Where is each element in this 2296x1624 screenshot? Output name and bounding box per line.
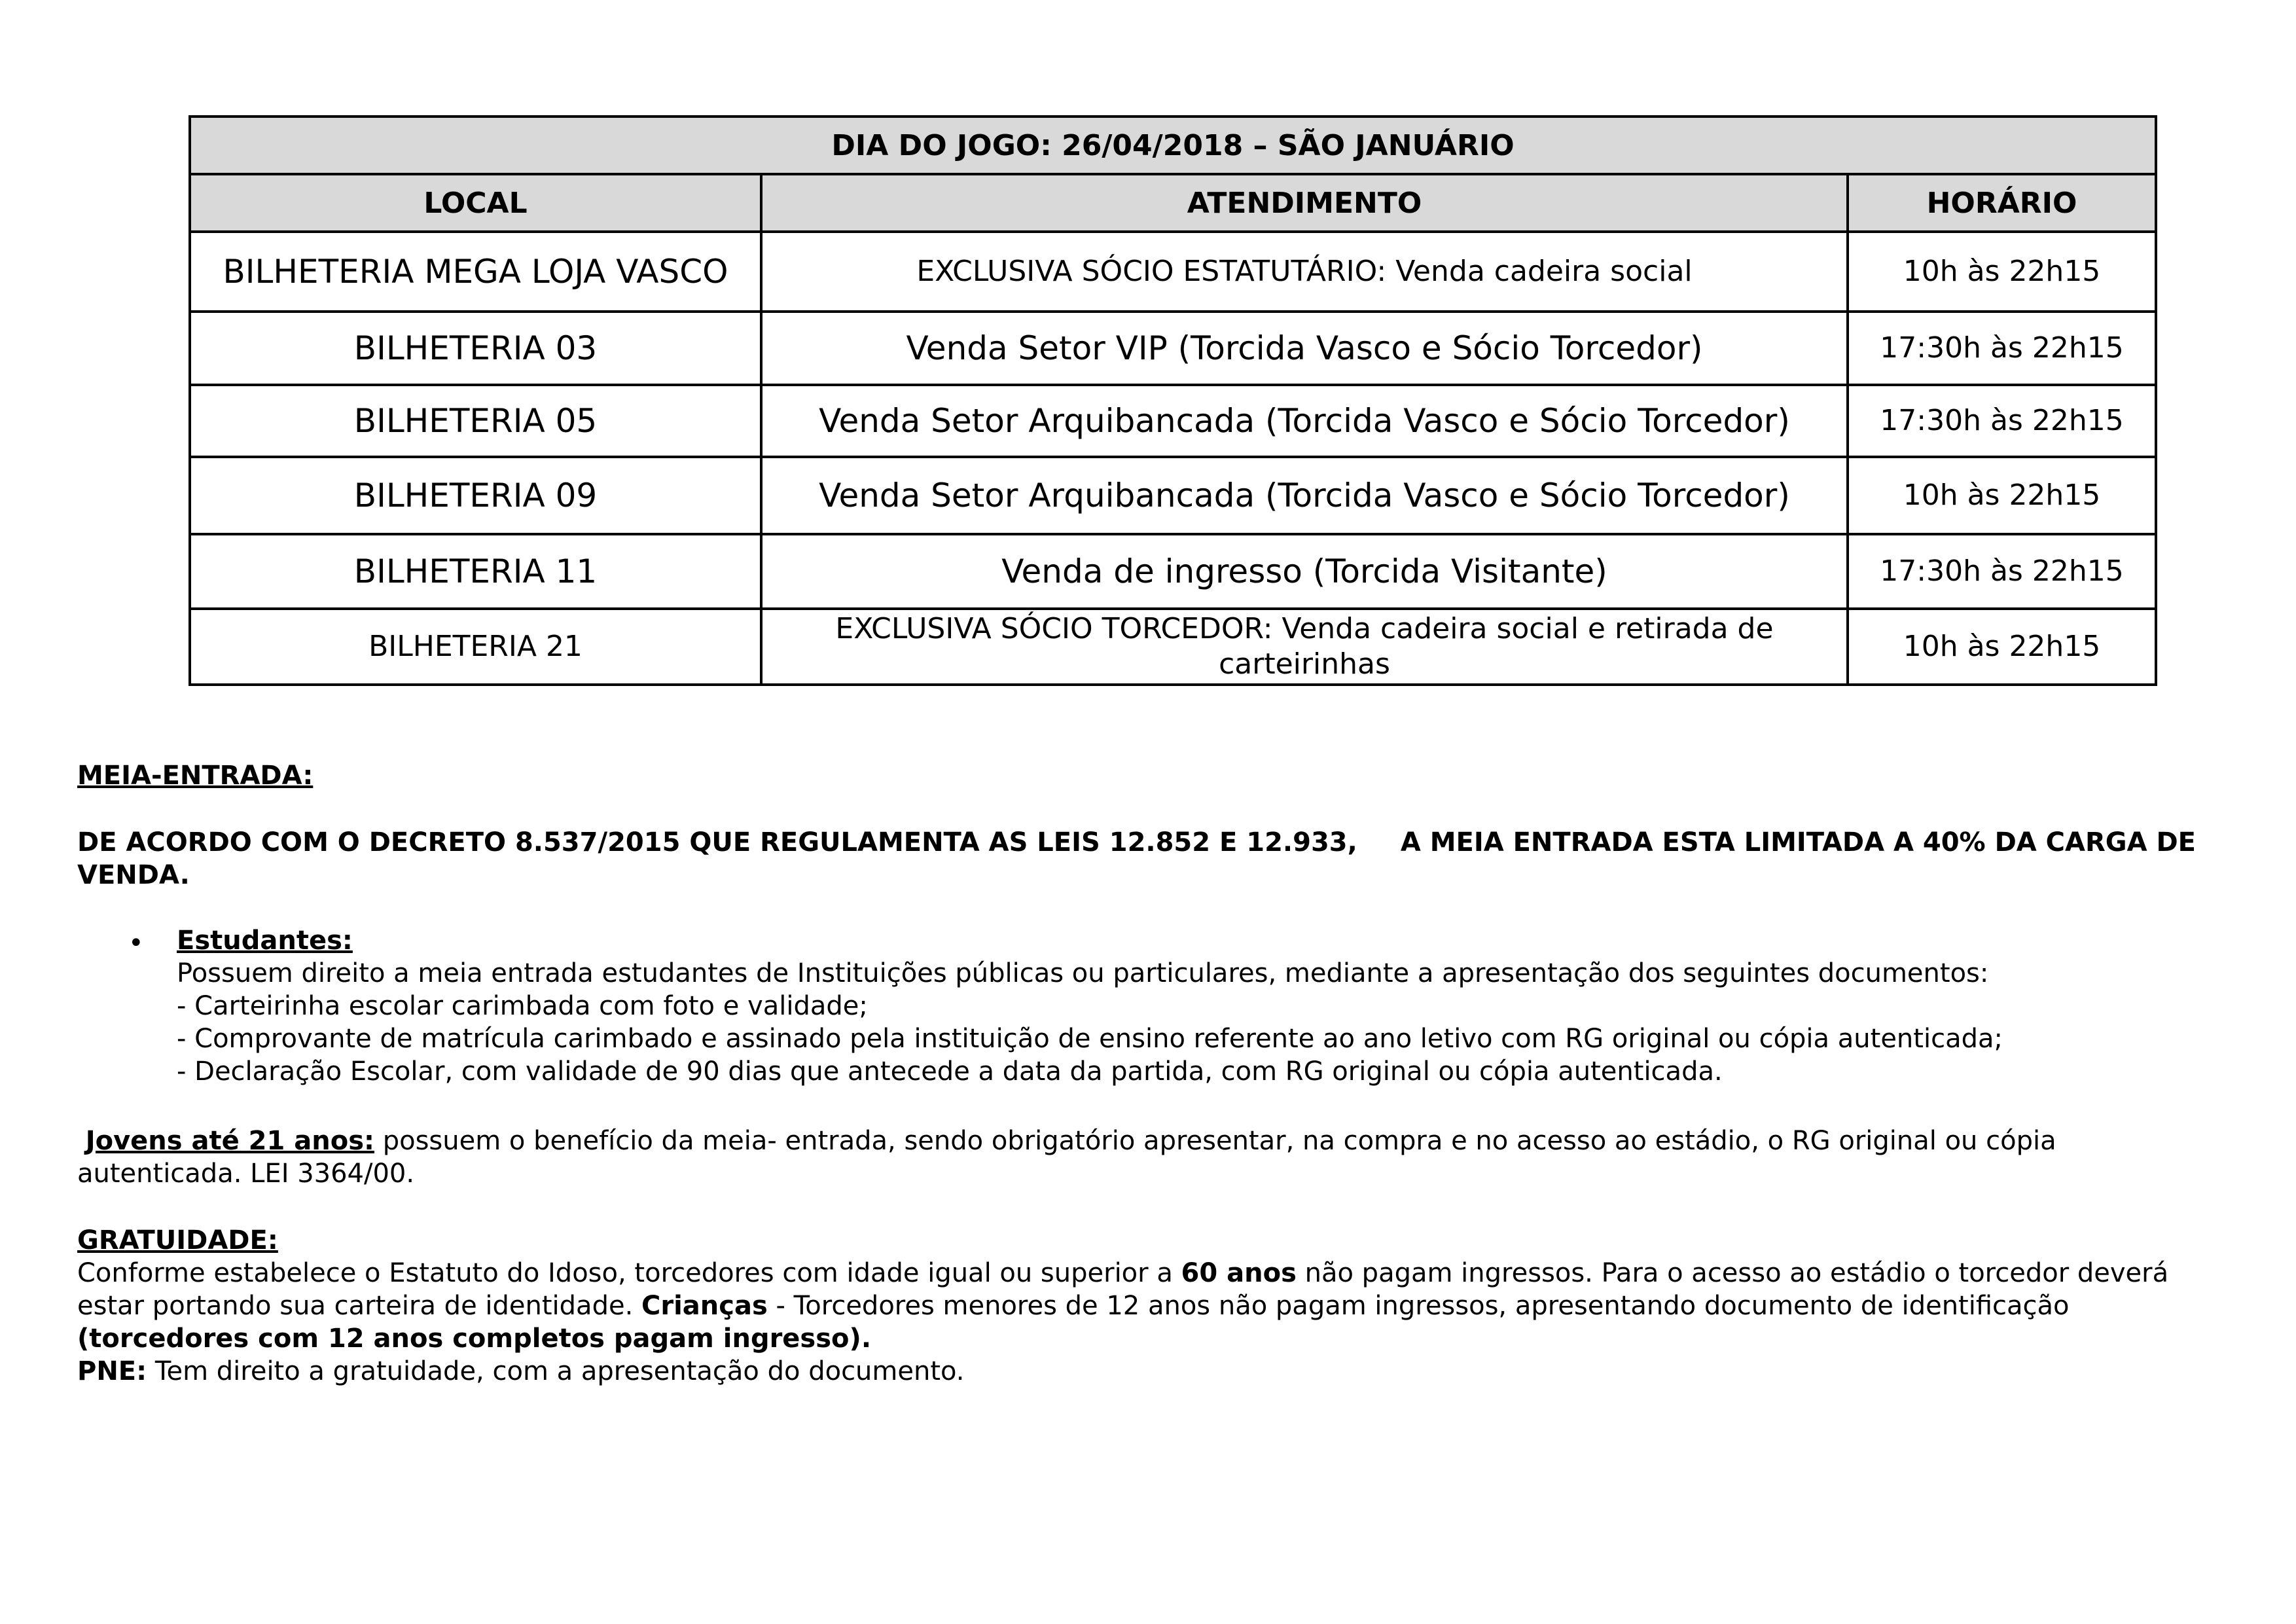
students-title: Estudantes:: [177, 926, 353, 956]
cell-atendimento: Venda Setor VIP (Torcida Vasco e Sócio Torcedor): [761, 312, 1848, 385]
pne-label: PNE:: [77, 1356, 147, 1386]
cell-atendimento: EXCLUSIVA SÓCIO TORCEDOR: Venda cadeira social e retirada de carteirinhas: [761, 609, 1848, 685]
students-section: [177, 924, 2003, 1088]
cell-horario: 10h às 22h15: [1848, 232, 2156, 312]
students-line: - Declaração Escolar, com validade de 90 dias que antecede a data da partida, com RG original ou cópia autenticada.: [177, 1056, 1723, 1087]
header-local: LOCAL: [190, 174, 761, 232]
bullet-icon: •: [128, 928, 144, 958]
table-row: [190, 534, 2156, 609]
table-header-row: [190, 174, 2156, 232]
cell-local: BILHETERIA 11: [190, 534, 761, 609]
ticket-schedule-table: [188, 115, 2157, 686]
gratuidade-text-2: não pagam ingressos. Para o acesso ao estádio o torcedor deverá estar portando sua carteira de identidade.: [77, 1258, 2169, 1321]
cell-local: BILHETERIA 21: [190, 609, 761, 685]
cell-horario: 17:30h às 22h15: [1848, 534, 2156, 609]
table-row: [190, 457, 2156, 534]
gratuidade-title: GRATUIDADE:: [77, 1225, 278, 1255]
students-line: Possuem direito a meia entrada estudantes de Instituições públicas ou particulares, mediante a apresentação dos seguintes documentos:: [177, 958, 1989, 988]
table-row: [190, 385, 2156, 457]
cell-horario: 10h às 22h15: [1848, 609, 2156, 685]
pne-text: Tem direito a gratuidade, com a apresentação do documento.: [147, 1356, 965, 1386]
cell-local: BILHETERIA 09: [190, 457, 761, 534]
cell-atendimento: Venda Setor Arquibancada (Torcida Vasco e Sócio Torcedor): [761, 385, 1848, 457]
meia-entrada-title: MEIA-ENTRADA:: [77, 761, 314, 791]
gratuidade-paragraph: [77, 1257, 2224, 1388]
cell-horario: 10h às 22h15: [1848, 457, 2156, 534]
cell-local: BILHETERIA MEGA LOJA VASCO: [190, 232, 761, 312]
cell-horario: 17:30h às 22h15: [1848, 385, 2156, 457]
table-title: DIA DO JOGO: 26/04/2018 – SÃO JANUÁRIO: [190, 117, 2156, 174]
header-horario: HORÁRIO: [1848, 174, 2156, 232]
cell-atendimento: Venda de ingresso (Torcida Visitante): [761, 534, 1848, 609]
gratuidade-age: 60 anos: [1181, 1258, 1297, 1288]
table-row: [190, 312, 2156, 385]
gratuidade-children: Crianças: [641, 1291, 768, 1321]
header-atendimento: ATENDIMENTO: [761, 174, 1848, 232]
decree-part-1: DE ACORDO COM O DECRETO 8.537/2015 QUE REGULAMENTA AS LEIS 12.852 E 12.933,: [77, 827, 1357, 857]
students-line: - Comprovante de matrícula carimbado e assinado pela instituição de ensino referente ao ano letivo com RG original ou cópia autenticada;: [177, 1024, 2003, 1054]
cell-atendimento: Venda Setor Arquibancada (Torcida Vasco e Sócio Torcedor): [761, 457, 1848, 534]
cell-horario: 17:30h às 22h15: [1848, 312, 2156, 385]
cell-atendimento: EXCLUSIVA SÓCIO ESTATUTÁRIO: Venda cadeira social: [761, 232, 1848, 312]
decree-part-2: A MEIA ENTRADA ESTA LIMITADA A 40% DA CARGA DE VENDA.: [77, 827, 2197, 890]
gratuidade-text-1: Conforme estabelece o Estatuto do Idoso, torcedores com idade igual ou superior a: [77, 1258, 1181, 1288]
cell-local: BILHETERIA 03: [190, 312, 761, 385]
youth-title: Jovens até 21 anos:: [85, 1126, 375, 1156]
table-row: [190, 232, 2156, 312]
decree-paragraph: [77, 826, 2198, 892]
youth-paragraph: [77, 1125, 2211, 1190]
gratuidade-text-3: - Torcedores menores de 12 anos não pagam ingressos, apresentando documento de identificação: [767, 1291, 2070, 1321]
table-row: [190, 609, 2156, 685]
youth-text: possuem o benefício da meia- entrada, sendo obrigatório apresentar, na compra e no acesso ao estádio, o RG original ou cópia autenticada. LEI 3364/00.: [77, 1126, 2056, 1189]
cell-local: BILHETERIA 05: [190, 385, 761, 457]
table-title-row: [190, 117, 2156, 174]
gratuidade-children-note: (torcedores com 12 anos completos pagam ingresso).: [77, 1324, 872, 1354]
students-line: - Carteirinha escolar carimbada com foto e validade;: [177, 991, 868, 1021]
